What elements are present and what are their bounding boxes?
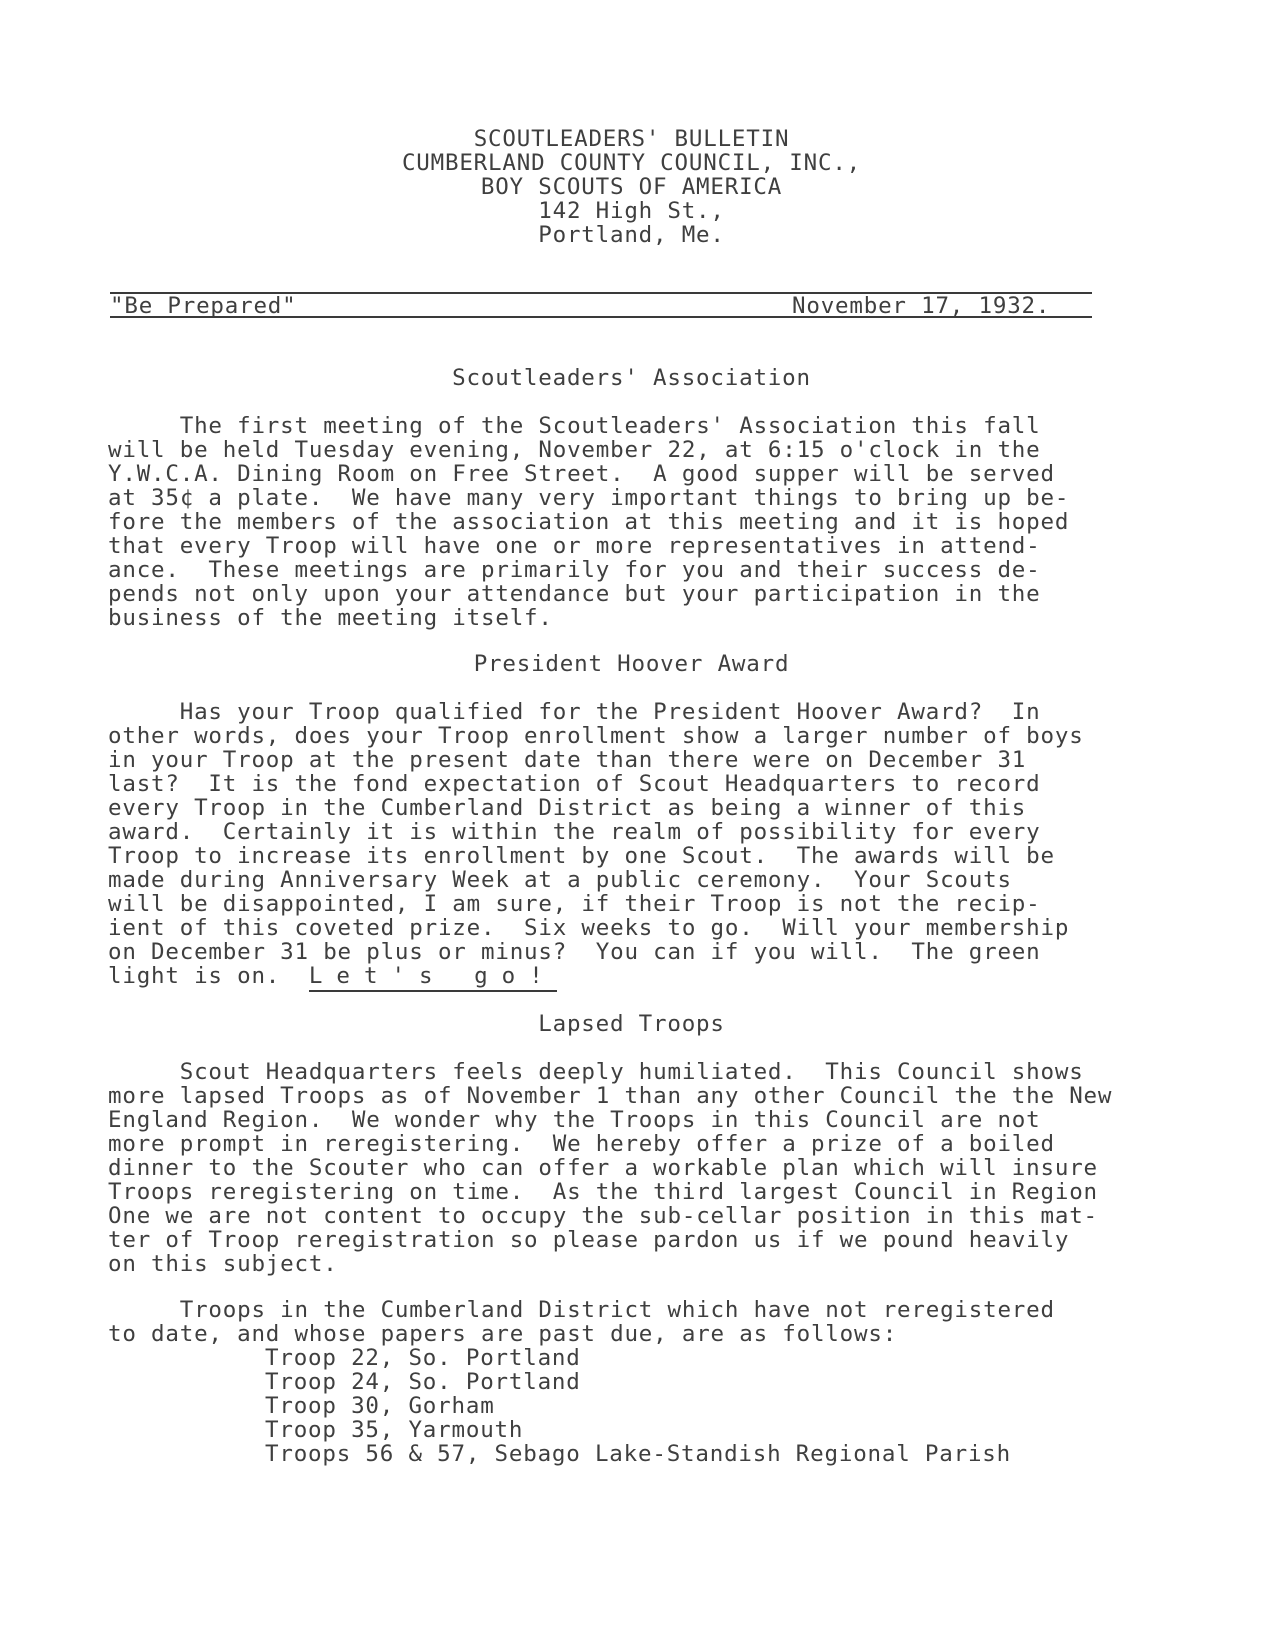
letterhead-city: Portland, Me. (538, 222, 725, 248)
paragraph-line: pends not only upon your attendance but your participation in the (108, 581, 1041, 607)
paragraph-line: to date, and whose papers are past due, are as follows: (108, 1321, 898, 1347)
paragraph-line: Troops in the Cumberland District which have not reregistered (108, 1297, 1055, 1323)
section-heading-lapsed-troops: Lapsed Troops (538, 1011, 725, 1037)
paragraph-line: on December 31 be plus or minus? You can if you will. The green (108, 939, 1041, 965)
paragraph-line: fore the members of the association at this meeting and it is hoped (108, 509, 1070, 535)
paragraph-line: award. Certainly it is within the realm of possibility for every (108, 819, 1041, 845)
letterhead-council: CUMBERLAND COUNTY COUNCIL, INC., (401, 150, 862, 176)
paragraph-line: England Region. We wonder why the Troops in this Council are not (108, 1107, 1041, 1133)
paragraph-line: other words, does your Troop enrollment show a larger number of boys (108, 723, 1084, 749)
paragraph-line: ter of Troop reregistration so please pardon us if we pound heavily (108, 1227, 1070, 1253)
paragraph-line: Troop to increase its enrollment by one Scout. The awards will be (108, 843, 1055, 869)
troop-list-item: Troop 30, Gorham (265, 1393, 495, 1419)
paragraph-line: ance. These meetings are primarily for you and their success de- (108, 557, 1041, 583)
paragraph-line: dinner to the Scouter who can offer a workable plan which will insure (108, 1155, 1098, 1181)
paragraph-line: every Troop in the Cumberland District as being a winner of this (108, 795, 1027, 821)
paragraph-text: light is on. (108, 963, 309, 989)
bottom-rule (110, 316, 1092, 318)
lets-go-underlined: Let's go! (309, 963, 557, 992)
paragraph-line: more lapsed Troops as of November 1 than any other Council the the New (108, 1083, 1113, 1109)
motto: "Be Prepared" (110, 293, 297, 319)
paragraph-line: Has your Troop qualified for the President Hoover Award? In (108, 699, 1041, 725)
paragraph-line: more prompt in reregistering. We hereby offer a prize of a boiled (108, 1131, 1055, 1157)
troop-list-item: Troops 56 & 57, Sebago Lake-Standish Regional Parish (265, 1441, 1011, 1467)
troop-list-item: Troop 35, Yarmouth (265, 1417, 524, 1443)
paragraph-line: that every Troop will have one or more representatives in attend- (108, 533, 1041, 559)
letterhead-organization: BOY SCOUTS OF AMERICA (480, 174, 783, 200)
paragraph-line: ient of this coveted prize. Six weeks to go. Will your membership (108, 915, 1070, 941)
section-heading-association: Scoutleaders' Association (452, 365, 811, 391)
troop-list-item: Troop 22, So. Portland (265, 1345, 581, 1371)
letterhead-street: 142 High St., (538, 198, 725, 224)
section-heading-hoover-award: President Hoover Award (473, 651, 790, 677)
paragraph-line: The first meeting of the Scoutleaders' Association this fall (108, 413, 1041, 439)
paragraph-line: One we are not content to occupy the sub-cellar position in this mat- (108, 1203, 1098, 1229)
letterhead-title: SCOUTLEADERS' BULLETIN (473, 126, 790, 152)
paragraph-line: Scout Headquarters feels deeply humiliated. This Council shows (108, 1059, 1084, 1085)
paragraph-line: will be held Tuesday evening, November 22, at 6:15 o'clock in the (108, 437, 1041, 463)
paragraph-last-line (108, 964, 557, 988)
paragraph-line: at 35¢ a plate. We have many very important things to bring up be- (108, 485, 1070, 511)
troop-list-item: Troop 24, So. Portland (265, 1369, 581, 1395)
paragraph-line: on this subject. (108, 1251, 338, 1277)
paragraph-line: last? It is the fond expectation of Scout Headquarters to record (108, 771, 1041, 797)
paragraph-line: will be disappointed, I am sure, if their Troop is not the recip- (108, 891, 1041, 917)
paragraph-line: in your Troop at the present date than there were on December 31 (108, 747, 1027, 773)
paragraph-line: Troops reregistering on time. As the third largest Council in Region (108, 1179, 1098, 1205)
bulletin-date: November 17, 1932. (792, 293, 1051, 319)
paragraph-line: business of the meeting itself. (108, 605, 553, 631)
paragraph-line: made during Anniversary Week at a public ceremony. Your Scouts (108, 867, 1012, 893)
paragraph-line: Y.W.C.A. Dining Room on Free Street. A good supper will be served (108, 461, 1055, 487)
